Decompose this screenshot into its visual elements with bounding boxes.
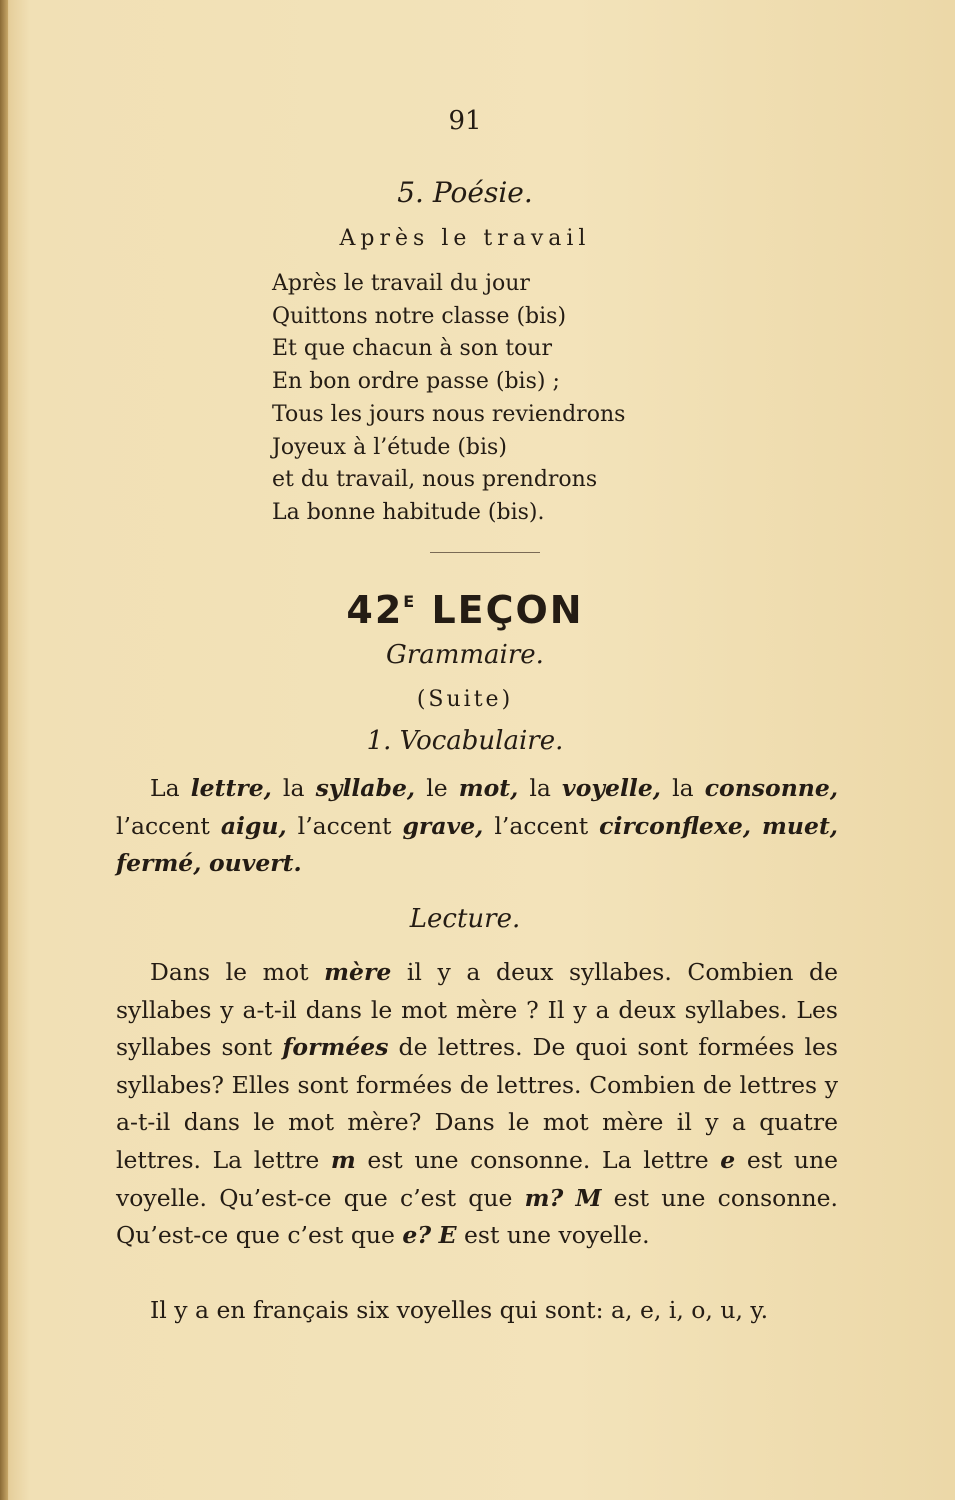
continuation-label: (Suite) bbox=[416, 687, 514, 712]
text-run: est une voyelle. Qu’est-ce que c’est que bbox=[116, 1145, 838, 1212]
text-run: est une consonne. Qu’est-ce que c’est que bbox=[116, 1183, 838, 1250]
text-run: est une voyelle. bbox=[456, 1221, 650, 1250]
vocab-term: consonne, bbox=[704, 774, 838, 802]
text-run bbox=[431, 1221, 438, 1249]
vocab-term: aigu, bbox=[220, 811, 287, 840]
emphasis-word: M bbox=[575, 1183, 602, 1212]
vocab-article: la bbox=[660, 774, 705, 802]
page-number: 91 bbox=[448, 106, 482, 136]
vocab-article: La bbox=[150, 774, 191, 802]
section-divider bbox=[430, 552, 540, 553]
vocab-article: la bbox=[271, 774, 316, 802]
text-run: Dans le mot bbox=[150, 958, 325, 986]
emphasis-word: mère bbox=[324, 958, 392, 986]
lesson-title bbox=[0, 588, 930, 632]
vocab-term: lettre, bbox=[190, 774, 272, 802]
lesson-superscript: E bbox=[403, 592, 417, 611]
vocab-article: le bbox=[415, 774, 459, 802]
vocab-term: circonflexe, bbox=[599, 811, 752, 840]
poem-line: Tous les jours nous reviendrons bbox=[272, 401, 626, 427]
vocabulary-list bbox=[116, 770, 838, 883]
emphasis-word: m bbox=[330, 1145, 356, 1174]
emphasis-word: E bbox=[438, 1221, 457, 1250]
vocab-term: ouvert. bbox=[208, 849, 302, 878]
reading-heading: Lecture. bbox=[409, 904, 521, 934]
vocab-term: mot, bbox=[458, 774, 519, 802]
vocab-term: grave, bbox=[402, 811, 484, 840]
poem-line: Joyeux à l’étude (bis) bbox=[272, 434, 507, 460]
text-run: est une consonne. La lettre bbox=[355, 1145, 721, 1174]
vocab-article: l’accent bbox=[286, 811, 403, 840]
vocab-article: l’accent bbox=[483, 811, 600, 840]
vocab-article bbox=[201, 849, 208, 877]
poem-line: et du travail, nous prendrons bbox=[272, 467, 598, 493]
poem-line: Après le travail du jour bbox=[272, 271, 530, 296]
vocab-term: muet, bbox=[762, 811, 838, 840]
emphasis-word: formées bbox=[282, 1033, 389, 1062]
poem-title: Après le travail bbox=[339, 226, 591, 251]
poem-line: En bon ordre passe (bis) ; bbox=[272, 369, 560, 395]
poem-line: La bonne habitude (bis). bbox=[272, 499, 545, 525]
vocab-article: l’accent bbox=[116, 811, 221, 840]
lesson-number: 42 bbox=[346, 588, 404, 632]
poem-line: Quittons notre classe (bis) bbox=[272, 303, 567, 329]
emphasis-word: m? bbox=[524, 1183, 564, 1212]
text-run: il y a deux syllabes. Combien de syllabes y a-t-il dans le mot mère ? Il y a deux syllabes. Les syllabes sont bbox=[116, 958, 838, 1062]
emphasis-word: e? bbox=[402, 1221, 432, 1250]
vocab-term: voyelle, bbox=[562, 774, 661, 802]
vocab-term: syllabe, bbox=[315, 774, 416, 802]
emphasis-word: e bbox=[720, 1145, 736, 1174]
subject-heading: Grammaire. bbox=[386, 640, 544, 670]
text-run bbox=[563, 1184, 575, 1212]
vocab-article bbox=[751, 812, 762, 840]
vocab-article: la bbox=[518, 774, 563, 802]
poem bbox=[272, 268, 625, 530]
vowels-paragraph: Il y a en français six voyelles qui sont: a, e, i, o, u, y. bbox=[150, 1296, 769, 1324]
lesson-word: LEÇON bbox=[431, 588, 584, 632]
vocab-term: fermé, bbox=[116, 849, 202, 878]
section-heading: 1. Vocabulaire. bbox=[366, 726, 564, 756]
poetry-heading: 5. Poésie. bbox=[397, 176, 533, 209]
poem-line: Et que chacun à son tour bbox=[272, 336, 552, 362]
text-run: de lettres. De quoi sont formées les syllabes? Elles sont formées de lettres. Combien de lettres y a-t-il dans le mot mère? Dans le mot mère il y a quatre lettres. La lettre bbox=[116, 1033, 838, 1174]
reading-paragraph bbox=[116, 954, 838, 1255]
